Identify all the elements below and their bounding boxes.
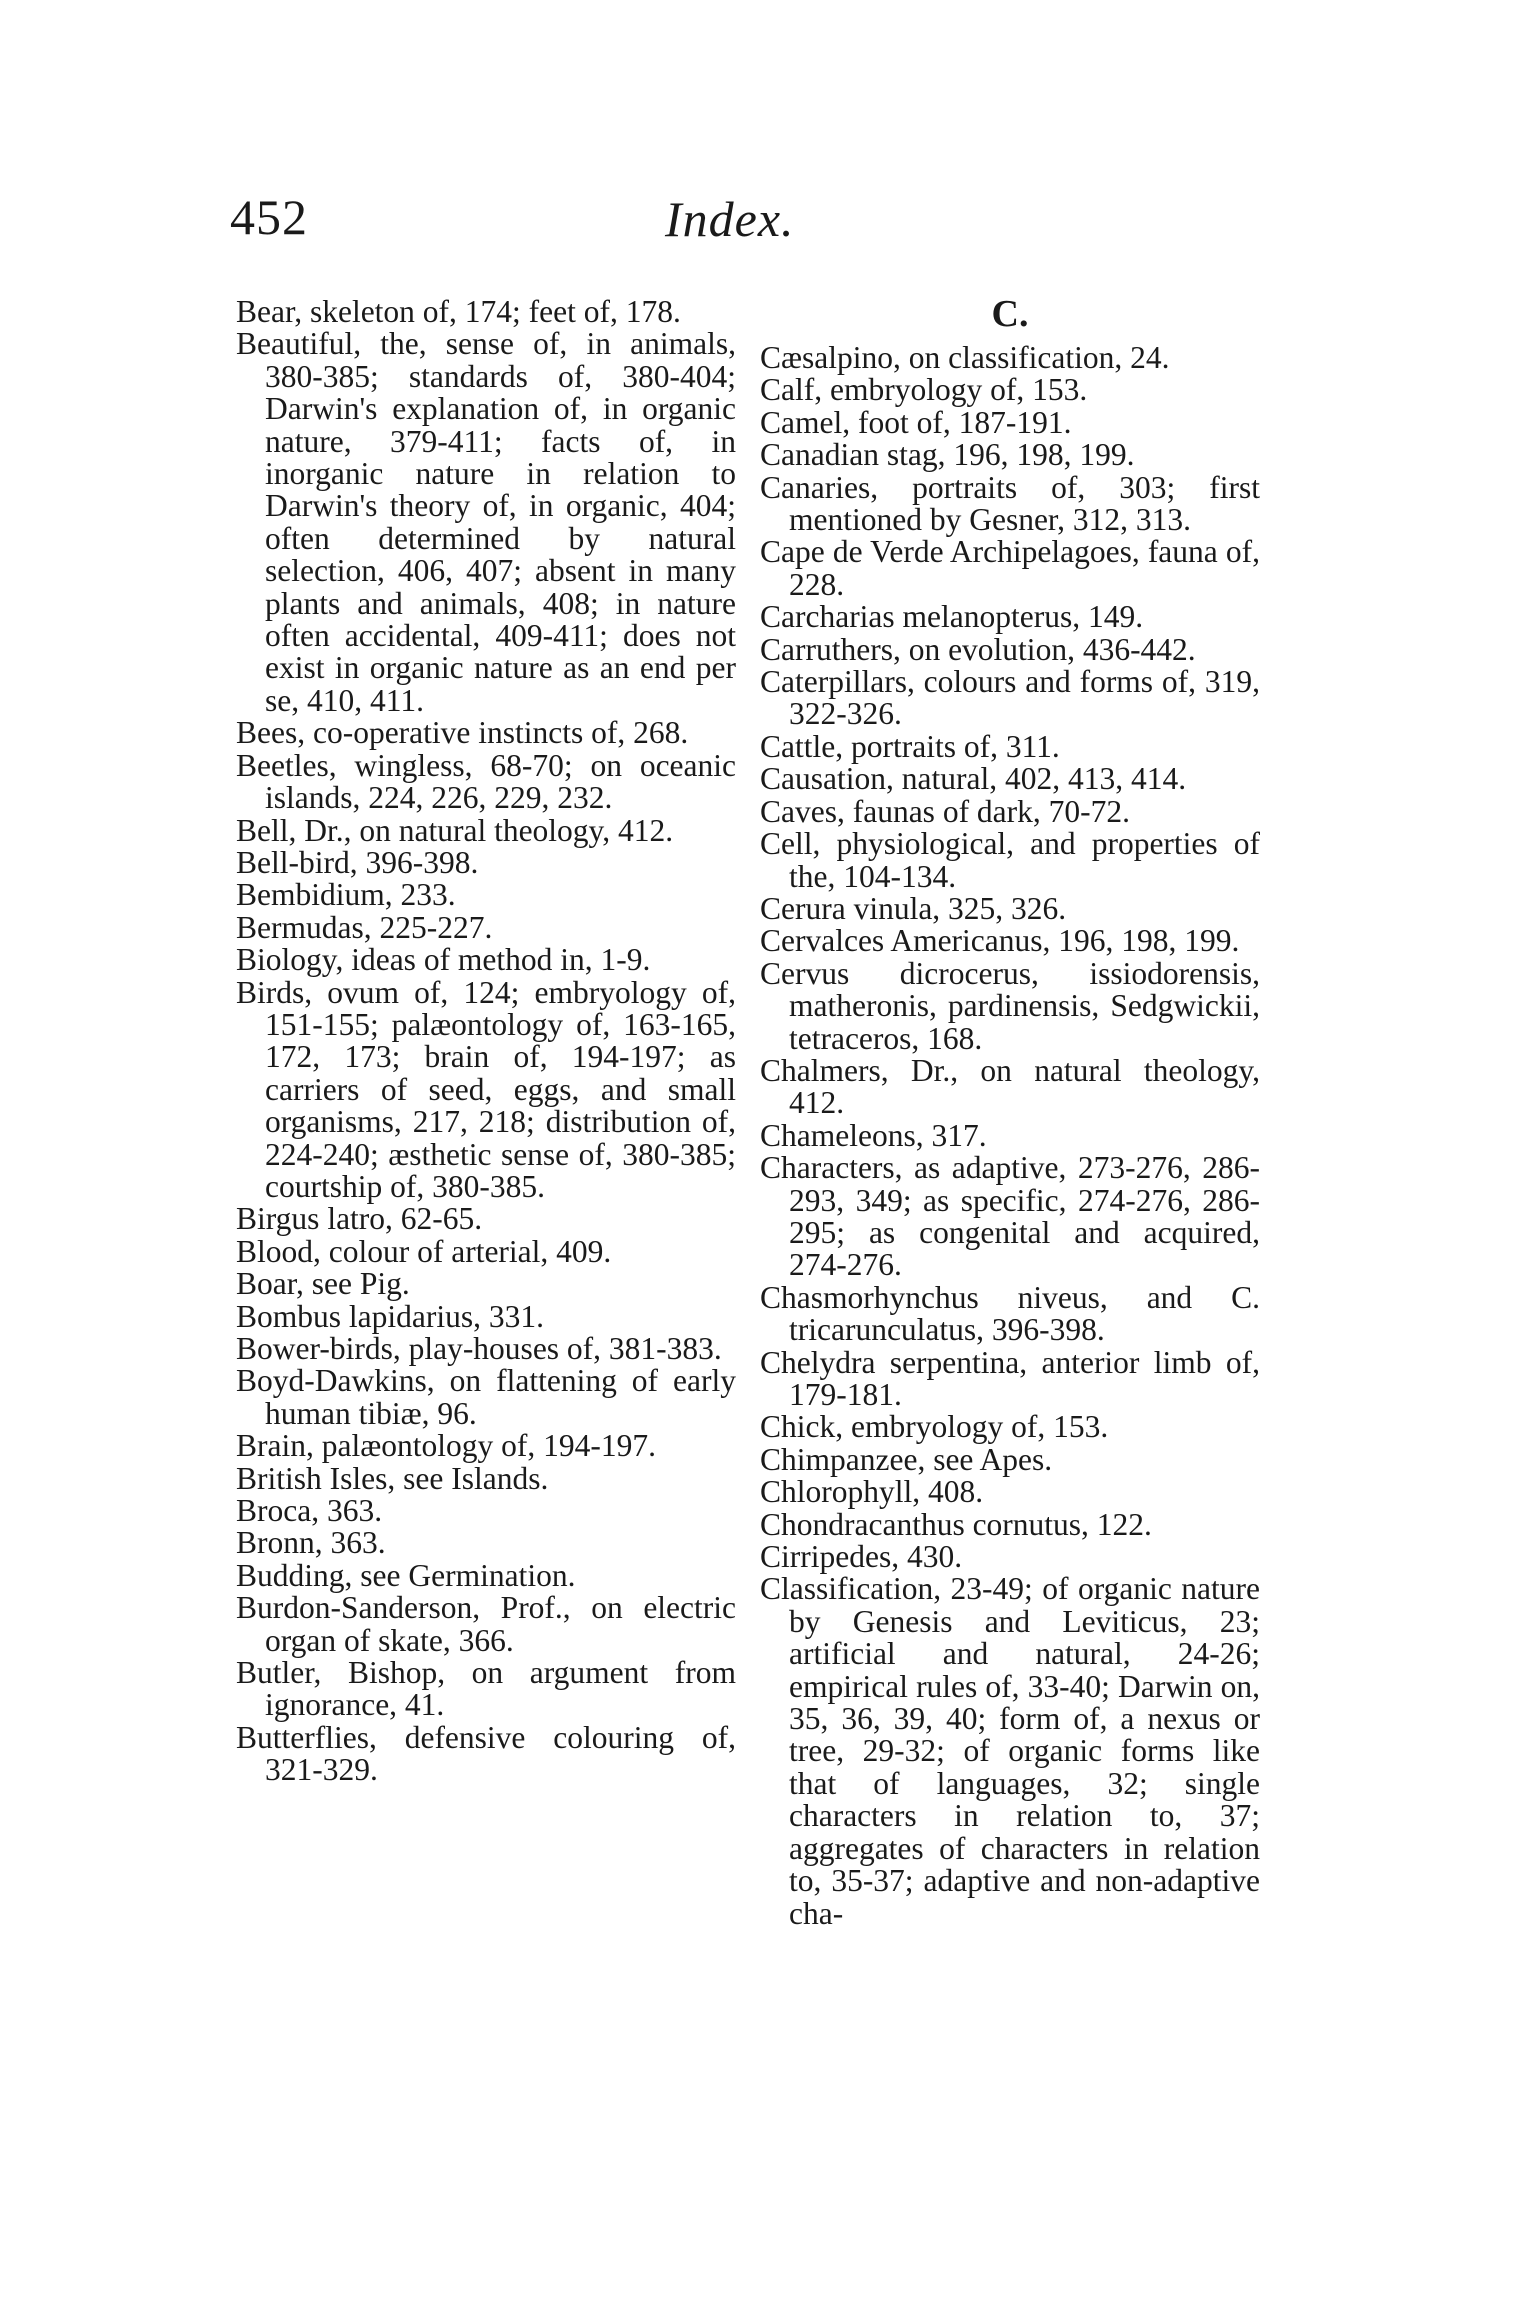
index-entry: Bell-bird, 396-398. xyxy=(236,844,479,880)
index-entry: Birgus latro, 62-65. xyxy=(236,1201,483,1237)
index-entry: Chondracanthus cornutus, 122. xyxy=(760,1506,1152,1542)
index-entry: Bower-birds, play-houses of, 381-383. xyxy=(236,1331,722,1366)
index-entry: Chlorophyll, 408. xyxy=(760,1474,984,1510)
index-entry: Cerura vinula, 325, 326. xyxy=(760,890,1067,926)
index-entry: Cell, physiological, and properties of the, 104-134. xyxy=(760,826,1260,894)
right-column xyxy=(760,293,1260,1931)
index-entry: Burdon-Sanderson, Prof., on electric organ of skate, 366. xyxy=(236,1590,736,1658)
index-entry: Caves, faunas of dark, 70-72. xyxy=(760,793,1131,829)
index-entry: Causation, natural, 402, 413, 414. xyxy=(760,761,1187,797)
index-entry: Camel, foot of, 187-191. xyxy=(760,404,1072,440)
index-entry: Cæsalpino, on classification, 24. xyxy=(760,340,1170,375)
index-entry: Chasmorhynchus niveus, and C. tricarunculatus, 396-398. xyxy=(760,1279,1260,1348)
index-entry: Blood, colour of arterial, 409. xyxy=(236,1233,612,1269)
index-entry: Bear, skeleton of, 174; feet of, 178. xyxy=(236,294,681,329)
index-entry: Bronn, 363. xyxy=(236,1525,386,1561)
index-entry: Canadian stag, 196, 198, 199. xyxy=(760,437,1135,473)
running-head: Index. xyxy=(665,191,795,247)
index-entry: Bell, Dr., on natural theology, 412. xyxy=(236,812,674,848)
index-entry: Cirripedes, 430. xyxy=(760,1539,963,1575)
index-entry: Broca, 363. xyxy=(236,1493,383,1529)
page-number: 452 xyxy=(230,189,308,245)
index-entry: Carruthers, on evolution, 436-442. xyxy=(760,631,1196,667)
index-entry: Bombus lapidarius, 331. xyxy=(236,1298,544,1334)
index-entry: Biology, ideas of method in, 1-9. xyxy=(236,942,651,978)
index-entry: Bermudas, 225-227. xyxy=(236,909,493,945)
index-entry: Butler, Bishop, on argument from ignorance, 41. xyxy=(236,1655,736,1723)
index-entry: Caterpillars, colours and forms of, 319, 322-326. xyxy=(760,664,1260,732)
index-entry: Chimpanzee, see Apes. xyxy=(760,1441,1053,1477)
index-entry: Boyd-Dawkins, on flattening of early human tibiæ, 96. xyxy=(236,1363,736,1431)
index-entry: Chalmers, Dr., on natural theology, 412. xyxy=(760,1052,1260,1121)
index-entry: Calf, embryology of, 153. xyxy=(760,372,1088,408)
index-entry: Canaries, portraits of, 303; first mentioned by Gesner, 312, 313. xyxy=(760,469,1260,538)
index-entry: Butterflies, defensive colouring of, 321-329. xyxy=(236,1719,736,1788)
index-entry: Cervalces Americanus, 196, 198, 199. xyxy=(760,923,1240,959)
index-entry: Chameleons, 317. xyxy=(760,1117,987,1153)
index-entry: Cape de Verde Archipelagoes, fauna of, 228. xyxy=(760,534,1260,602)
section-letter-heading: C. xyxy=(991,293,1029,335)
left-column xyxy=(236,296,736,1787)
index-entry: Beetles, wingless, 68-70; on oceanic islands, 224, 226, 229, 232. xyxy=(236,747,736,816)
index-entry: Chelydra serpentina, anterior limb of, 179-181. xyxy=(760,1344,1260,1412)
index-entry: Boar, see Pig. xyxy=(236,1266,410,1302)
index-entry: Classification, 23-49; of organic nature by Genesis and Leviticus, 23; artificial and natural, 24-26; empirical rules of, 33-40; Darwin on, 35, 36, 39, 40; form of, a nexus or tree, 29-32; of organic forms like that of languages, 32; single characters in relation to, 37; aggregates of characters in relation to, 35-37; adaptive and non-adaptive cha- xyxy=(760,1571,1260,1931)
index-entry: Chick, embryology of, 153. xyxy=(760,1409,1109,1445)
index-entry: British Isles, see Islands. xyxy=(236,1460,549,1496)
index-entry: Beautiful, the, sense of, in animals, 380-385; standards of, 380-404; Darwin's explanation of, in organic nature, 379-411; facts of, in inorganic nature in relation to Darwin's theory of, in organic, 404; often determined by natural selection, 406, 407; absent in many plants and animals, 408; in nature often accidental, 409-411; does not exist in organic nature as an end per se, 410, 411. xyxy=(236,326,736,718)
index-entry: Budding, see Germination. xyxy=(236,1557,576,1593)
index-entry: Bembidium, 233. xyxy=(236,877,456,913)
index-entry: Cattle, portraits of, 311. xyxy=(760,728,1060,764)
index-entry: Bees, co-operative instincts of, 268. xyxy=(236,715,689,751)
index-entry: Cervus dicrocerus, issiodorensis, matheronis, pardinensis, Sedgwickii, tetraceros, 168. xyxy=(760,955,1260,1056)
index-entry: Characters, as adaptive, 273-276, 286-293, 349; as specific, 274-276, 286-295; as congenital and acquired, 274-276. xyxy=(760,1150,1260,1283)
index-entry: Birds, ovum of, 124; embryology of, 151-155; palæontology of, 163-165, 172, 173; brain of, 194-197; as carriers of seed, eggs, and small organisms, 217, 218; distribution of, 224-240; æsthetic sense of, 380-385; courtship of, 380-385. xyxy=(236,974,736,1204)
index-entry: Carcharias melanopterus, 149. xyxy=(760,599,1144,635)
index-entry: Brain, palæontology of, 194-197. xyxy=(236,1428,656,1464)
